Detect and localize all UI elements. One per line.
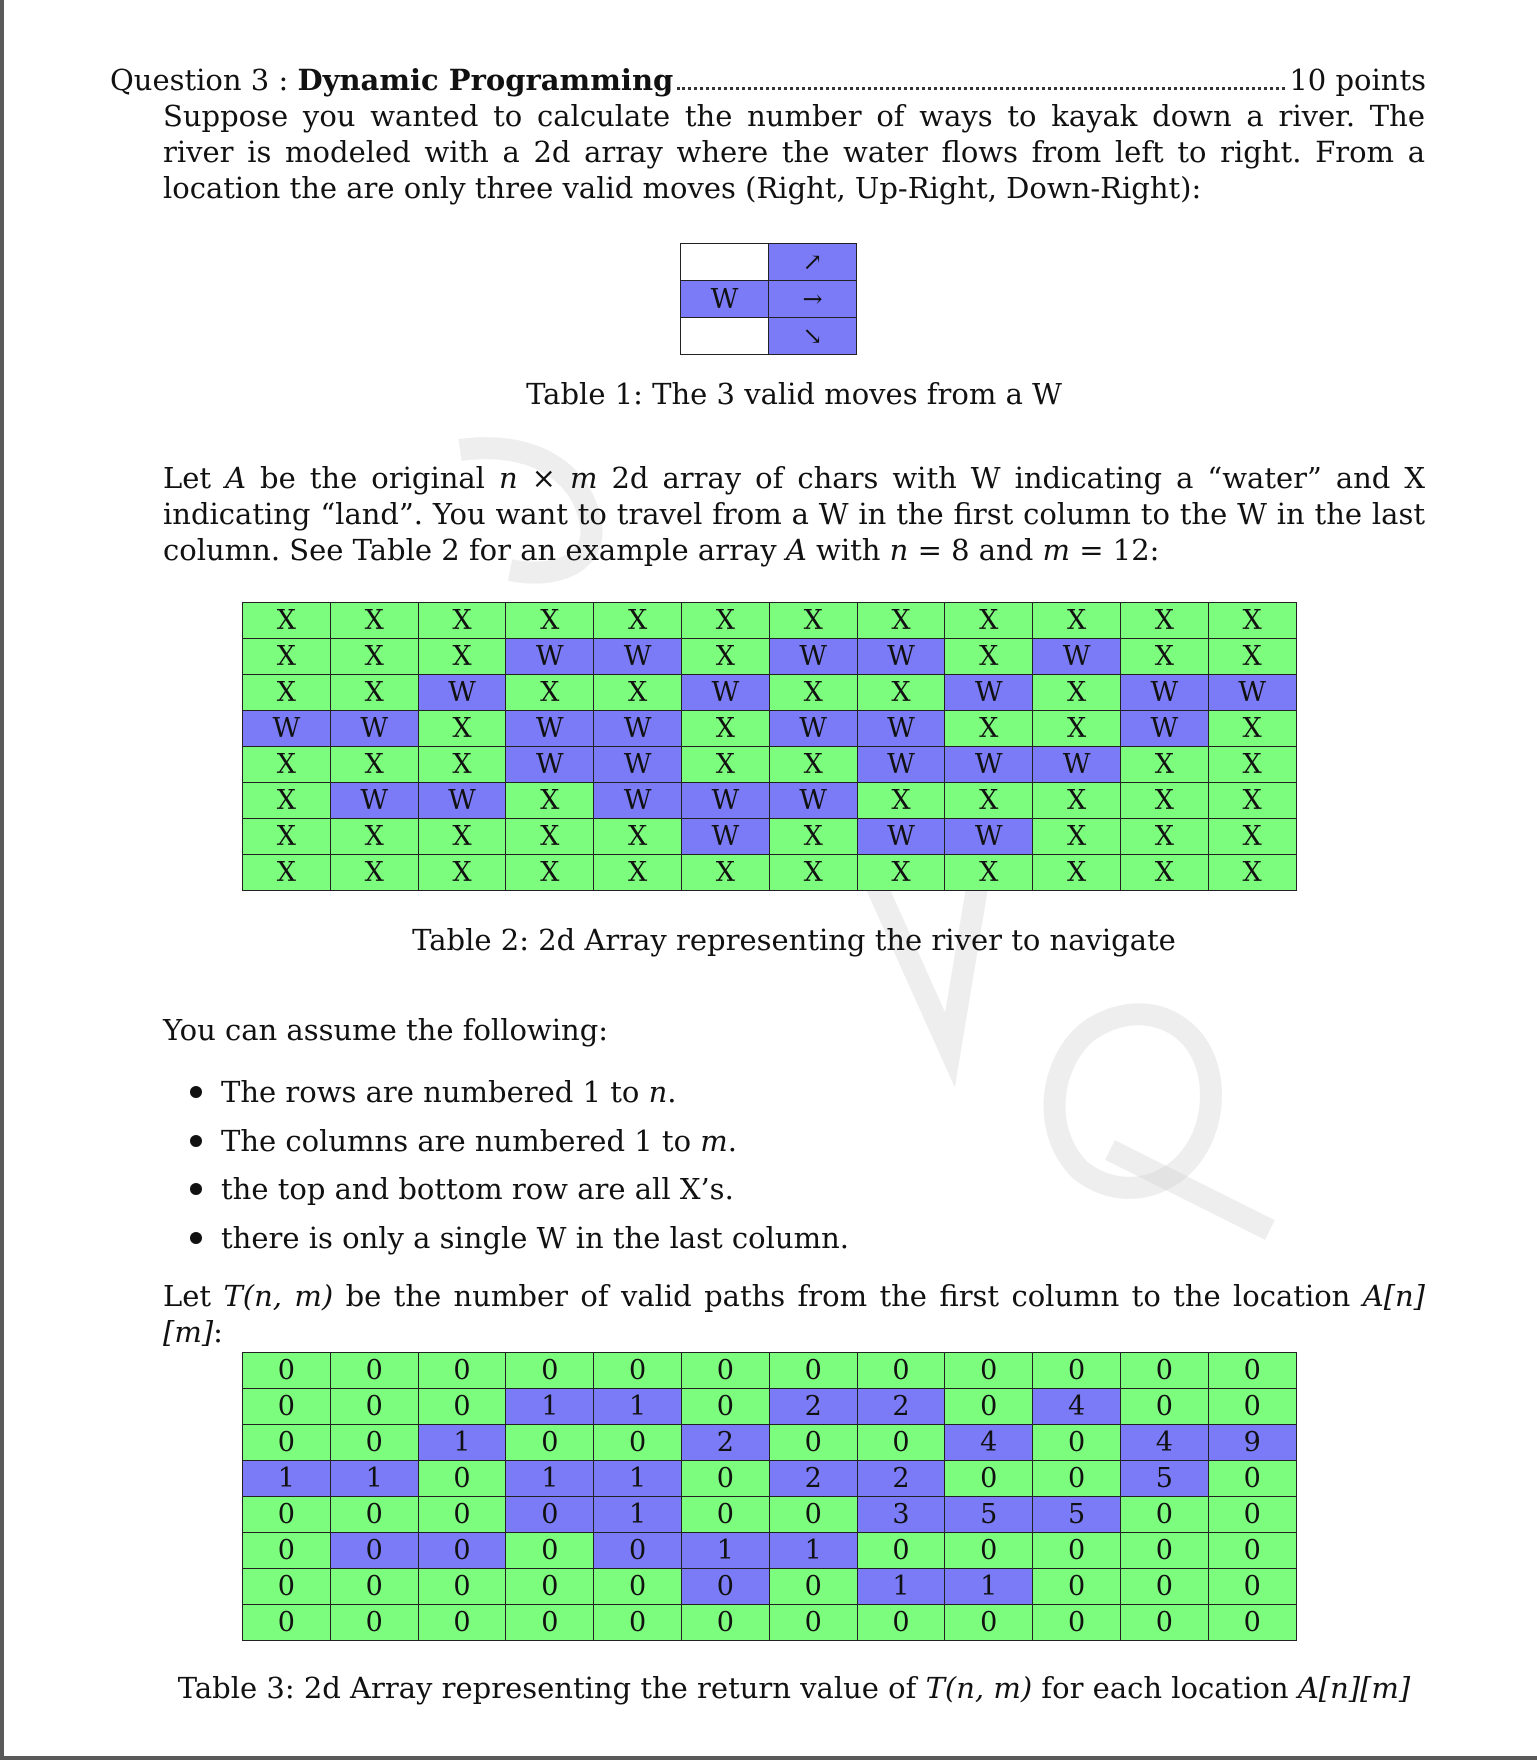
paths-cell: 0 [506, 1497, 594, 1533]
moves-row [681, 318, 857, 355]
river-cell: W [681, 783, 769, 819]
river-cell: W [945, 819, 1033, 855]
paths-cell: 0 [243, 1569, 331, 1605]
river-cell: W [769, 783, 857, 819]
river-table [242, 602, 1297, 891]
river-cell: X [330, 639, 418, 675]
text-run: Table 3: 2d Array representing the return value of [177, 1671, 926, 1705]
T-table [242, 1352, 1297, 1641]
text-run: be the number of valid paths from the first column to the location [333, 1279, 1363, 1313]
river-cell: X [1033, 855, 1121, 891]
river-cell: X [506, 783, 594, 819]
paths-cell: 0 [243, 1605, 331, 1641]
paths-cell: 0 [1033, 1461, 1121, 1497]
river-cell: X [243, 747, 331, 783]
paths-cell: 3 [857, 1497, 945, 1533]
river-cell: X [1033, 783, 1121, 819]
paths-cell: 9 [1208, 1425, 1296, 1461]
river-cell: X [1120, 603, 1208, 639]
assumption-end: . [667, 1075, 677, 1109]
assumption-item [190, 1117, 849, 1166]
assumption-text: The columns are numbered 1 to [221, 1123, 701, 1158]
paths-cell: 0 [330, 1569, 418, 1605]
paths-cell: 0 [418, 1497, 506, 1533]
assumption-var: m [700, 1123, 728, 1158]
paths-cell: 0 [594, 1605, 682, 1641]
river-cell: X [594, 855, 682, 891]
assumption-item [190, 1214, 849, 1263]
river-cell: W [418, 783, 506, 819]
river-cell: W [857, 819, 945, 855]
math-T: T(n, m) [223, 1279, 334, 1313]
river-cell: W [330, 783, 418, 819]
river-cell: X [1033, 711, 1121, 747]
paths-cell: 1 [857, 1569, 945, 1605]
paths-cell: 0 [1120, 1497, 1208, 1533]
river-cell: X [769, 675, 857, 711]
river-row [243, 783, 1297, 819]
river-cell: W [945, 747, 1033, 783]
bullet-icon [190, 1183, 202, 1195]
paths-cell: 0 [1120, 1533, 1208, 1569]
river-cell: X [857, 783, 945, 819]
paths-cell: 0 [1033, 1425, 1121, 1461]
paths-cell: 0 [330, 1533, 418, 1569]
paths-cell: 0 [945, 1533, 1033, 1569]
paths-cell: 5 [945, 1497, 1033, 1533]
paths-cell: 0 [1033, 1605, 1121, 1641]
river-cell: X [945, 603, 1033, 639]
river-cell: X [506, 603, 594, 639]
river-cell: X [769, 819, 857, 855]
river-cell: W [594, 711, 682, 747]
paths-cell: 1 [681, 1533, 769, 1569]
text-run: with [806, 533, 890, 567]
river-cell: X [418, 747, 506, 783]
river-cell: X [1208, 783, 1296, 819]
question-points: 10 points [1289, 63, 1426, 97]
array-intro-paragraph [163, 460, 1425, 568]
river-cell: X [418, 603, 506, 639]
paths-cell: 5 [1033, 1497, 1121, 1533]
paths-cell: 2 [769, 1389, 857, 1425]
paths-cell: 0 [330, 1425, 418, 1461]
move-origin-cell [681, 244, 769, 281]
move-arrow-cell: → [769, 281, 857, 318]
river-cell: X [594, 819, 682, 855]
paths-cell: 0 [857, 1533, 945, 1569]
river-cell: X [769, 603, 857, 639]
text-run: be the original [246, 461, 499, 495]
paths-cell: 0 [418, 1605, 506, 1641]
river-cell: X [506, 819, 594, 855]
river-cell: X [769, 747, 857, 783]
paths-cell: 4 [1033, 1389, 1121, 1425]
river-cell: X [769, 855, 857, 891]
paths-cell: 0 [681, 1389, 769, 1425]
paths-cell: 0 [506, 1605, 594, 1641]
paths-cell: 0 [243, 1497, 331, 1533]
paths-cell: 0 [243, 1425, 331, 1461]
assumption-end: . [727, 1123, 737, 1158]
math-n: n [889, 533, 909, 567]
river-cell: X [1120, 783, 1208, 819]
question-header [110, 60, 1426, 100]
river-cell: X [681, 603, 769, 639]
paths-cell: 0 [1208, 1461, 1296, 1497]
river-row [243, 675, 1297, 711]
paths-row [243, 1461, 1297, 1497]
river-cell: W [681, 819, 769, 855]
river-cell: X [681, 747, 769, 783]
assumption-var: n [648, 1075, 668, 1109]
river-cell: X [857, 603, 945, 639]
bullet-icon [190, 1086, 202, 1098]
river-cell: X [506, 855, 594, 891]
river-cell: X [681, 639, 769, 675]
river-cell: W [506, 747, 594, 783]
river-cell: X [418, 711, 506, 747]
river-cell: W [1208, 675, 1296, 711]
river-cell: X [1120, 747, 1208, 783]
paths-row [243, 1353, 1297, 1389]
paths-cell: 1 [506, 1389, 594, 1425]
river-cell: X [945, 783, 1033, 819]
assumption-list [190, 1068, 849, 1262]
river-cell: X [1033, 819, 1121, 855]
river-cell: X [330, 819, 418, 855]
river-cell: W [681, 675, 769, 711]
paths-cell: 1 [945, 1569, 1033, 1605]
river-cell: X [243, 603, 331, 639]
math-n-by-m: n × m [498, 461, 598, 495]
river-cell: W [330, 711, 418, 747]
text-run: : [213, 1315, 223, 1349]
paths-cell: 1 [594, 1497, 682, 1533]
assumption-text: there is only a single W in the last column. [221, 1220, 849, 1255]
river-row [243, 711, 1297, 747]
leader-dots [677, 86, 1285, 90]
paths-cell: 1 [506, 1461, 594, 1497]
river-cell: W [857, 711, 945, 747]
paths-cell: 0 [243, 1353, 331, 1389]
river-cell: W [857, 639, 945, 675]
paths-cell: 1 [769, 1533, 857, 1569]
paths-row [243, 1389, 1297, 1425]
assumption-text: The rows are numbered 1 to [221, 1075, 649, 1109]
river-cell: X [243, 675, 331, 711]
move-origin-cell [681, 318, 769, 355]
river-cell: X [330, 855, 418, 891]
math-T: T(n, m) [925, 1671, 1033, 1705]
river-cell: X [594, 603, 682, 639]
paths-cell: 0 [1208, 1533, 1296, 1569]
river-cell: X [330, 675, 418, 711]
paths-row [243, 1569, 1297, 1605]
paths-cell: 0 [506, 1353, 594, 1389]
paths-cell: 1 [594, 1461, 682, 1497]
river-cell: W [594, 639, 682, 675]
paths-cell: 0 [1120, 1569, 1208, 1605]
paths-cell: 0 [857, 1605, 945, 1641]
river-cell: X [1208, 711, 1296, 747]
math-m: m [1042, 533, 1071, 567]
river-cell: X [594, 675, 682, 711]
moves-row [681, 244, 857, 281]
paths-cell: 0 [243, 1389, 331, 1425]
river-row [243, 747, 1297, 783]
paths-cell: 0 [418, 1389, 506, 1425]
paths-cell: 0 [681, 1569, 769, 1605]
river-cell: X [418, 819, 506, 855]
math-A: A [785, 533, 807, 567]
river-cell: X [243, 783, 331, 819]
paths-cell: 0 [1033, 1569, 1121, 1605]
river-cell: X [243, 819, 331, 855]
paths-row [243, 1605, 1297, 1641]
river-cell: X [418, 639, 506, 675]
T-intro-paragraph [163, 1278, 1425, 1350]
paths-cell: 0 [681, 1461, 769, 1497]
paths-cell: 2 [681, 1425, 769, 1461]
paths-cell: 1 [330, 1461, 418, 1497]
paths-cell: 0 [330, 1497, 418, 1533]
paths-cell: 0 [506, 1533, 594, 1569]
intro-paragraph: Suppose you wanted to calculate the number of ways to kayak down a river. The river is modeled with a 2d array where the water flows from left to right. From a location the are only three valid moves (Right, Up-Right, Down-Right): [163, 99, 1425, 205]
river-cell: W [506, 711, 594, 747]
paths-cell: 0 [945, 1353, 1033, 1389]
paths-cell: 5 [1120, 1461, 1208, 1497]
river-cell: X [681, 855, 769, 891]
river-cell: X [1033, 603, 1121, 639]
paths-cell: 0 [1208, 1497, 1296, 1533]
river-cell: W [243, 711, 331, 747]
paths-cell: 0 [330, 1389, 418, 1425]
T-table-caption [163, 1670, 1425, 1706]
paths-cell: 0 [506, 1425, 594, 1461]
paths-cell: 2 [857, 1389, 945, 1425]
question-title: Dynamic Programming [297, 63, 674, 97]
river-cell: W [594, 783, 682, 819]
river-cell: X [243, 639, 331, 675]
river-cell: X [1120, 639, 1208, 675]
paths-cell: 0 [857, 1425, 945, 1461]
moves-row [681, 281, 857, 318]
river-cell: X [857, 675, 945, 711]
river-cell: X [1033, 675, 1121, 711]
river-row [243, 639, 1297, 675]
moves-table-caption: Table 1: The 3 valid moves from a W [526, 377, 1062, 411]
river-table-caption: Table 2: 2d Array representing the river to navigate [412, 923, 1176, 957]
paths-cell: 0 [418, 1533, 506, 1569]
river-cell: X [1208, 747, 1296, 783]
paths-cell: 0 [945, 1605, 1033, 1641]
river-cell: X [330, 603, 418, 639]
paths-cell: 0 [681, 1497, 769, 1533]
river-cell: X [1208, 855, 1296, 891]
paths-cell: 1 [418, 1425, 506, 1461]
river-cell: X [681, 711, 769, 747]
move-arrow-cell: ↘ [769, 318, 857, 355]
river-cell: X [945, 711, 1033, 747]
river-cell: X [506, 675, 594, 711]
text-run: for each location [1032, 1671, 1298, 1705]
river-cell: X [945, 855, 1033, 891]
river-cell: W [769, 711, 857, 747]
river-row [243, 603, 1297, 639]
text-run: Let [163, 461, 226, 495]
paths-cell: 2 [857, 1461, 945, 1497]
paths-cell: 0 [418, 1353, 506, 1389]
text-run: = 12: [1070, 533, 1160, 567]
river-cell: X [1120, 855, 1208, 891]
river-cell: X [330, 747, 418, 783]
text-run: 2d array of chars with W indicating a “water” and X indicating “land”. You want to travel from a W in the first column to the W in the last column. See Table 2 for an example array [163, 461, 1426, 567]
paths-cell: 0 [1120, 1389, 1208, 1425]
paths-cell: 4 [945, 1425, 1033, 1461]
river-cell: W [769, 639, 857, 675]
paths-cell: 4 [1120, 1425, 1208, 1461]
paths-cell: 0 [769, 1497, 857, 1533]
paths-cell: 0 [594, 1533, 682, 1569]
paths-cell: 0 [1208, 1569, 1296, 1605]
moves-table [680, 243, 857, 355]
river-cell: W [857, 747, 945, 783]
paths-cell: 1 [243, 1461, 331, 1497]
bullet-icon [190, 1135, 202, 1147]
text-run: = 8 and [908, 533, 1043, 567]
paths-cell: 0 [1033, 1353, 1121, 1389]
paths-cell: 0 [1208, 1353, 1296, 1389]
paths-row [243, 1425, 1297, 1461]
paths-cell: 0 [506, 1569, 594, 1605]
river-cell: X [1208, 603, 1296, 639]
bullet-icon [190, 1232, 202, 1244]
move-arrow-cell: ↗ [769, 244, 857, 281]
paths-cell: 0 [681, 1605, 769, 1641]
paths-cell: 0 [1033, 1533, 1121, 1569]
paths-cell: 0 [1208, 1389, 1296, 1425]
river-cell: X [243, 855, 331, 891]
math-A-index: A[n][m] [1297, 1671, 1411, 1705]
river-cell: W [1033, 747, 1121, 783]
move-origin-cell: W [681, 281, 769, 318]
river-cell: X [945, 639, 1033, 675]
river-cell: X [1208, 639, 1296, 675]
paths-cell: 0 [769, 1425, 857, 1461]
paths-cell: 0 [1120, 1353, 1208, 1389]
river-cell: W [506, 639, 594, 675]
river-cell: W [418, 675, 506, 711]
paths-cell: 0 [769, 1569, 857, 1605]
paths-cell: 0 [681, 1353, 769, 1389]
paths-cell: 0 [945, 1389, 1033, 1425]
river-cell: X [418, 855, 506, 891]
assumption-item [190, 1165, 849, 1214]
paths-cell: 0 [243, 1533, 331, 1569]
paths-cell: 0 [1120, 1605, 1208, 1641]
river-row [243, 819, 1297, 855]
paths-cell: 0 [594, 1569, 682, 1605]
river-row [243, 855, 1297, 891]
river-cell: W [1120, 675, 1208, 711]
math-A: A [225, 461, 247, 495]
assumption-item [190, 1068, 849, 1117]
paths-row [243, 1533, 1297, 1569]
paths-cell: 0 [857, 1353, 945, 1389]
river-cell: W [945, 675, 1033, 711]
math-A-index: A[n][m] [163, 1279, 1425, 1349]
river-cell: W [594, 747, 682, 783]
paths-cell: 2 [769, 1461, 857, 1497]
text-run: Let [163, 1279, 224, 1313]
paths-cell: 0 [769, 1605, 857, 1641]
paths-cell: 0 [594, 1425, 682, 1461]
river-cell: W [1120, 711, 1208, 747]
river-cell: X [1120, 819, 1208, 855]
paths-cell: 0 [330, 1353, 418, 1389]
paths-cell: 1 [594, 1389, 682, 1425]
paths-cell: 0 [1208, 1605, 1296, 1641]
paths-cell: 0 [769, 1353, 857, 1389]
paths-cell: 0 [418, 1461, 506, 1497]
assume-intro: You can assume the following: [163, 1013, 609, 1047]
river-cell: W [1033, 639, 1121, 675]
paths-row [243, 1497, 1297, 1533]
paths-cell: 0 [945, 1461, 1033, 1497]
river-cell: X [1208, 819, 1296, 855]
paths-cell: 0 [330, 1605, 418, 1641]
river-cell: X [857, 855, 945, 891]
assumption-text: the top and bottom row are all X’s. [221, 1172, 734, 1206]
paths-cell: 0 [594, 1353, 682, 1389]
paths-cell: 0 [418, 1569, 506, 1605]
question-prefix: Question 3 : [110, 63, 298, 97]
